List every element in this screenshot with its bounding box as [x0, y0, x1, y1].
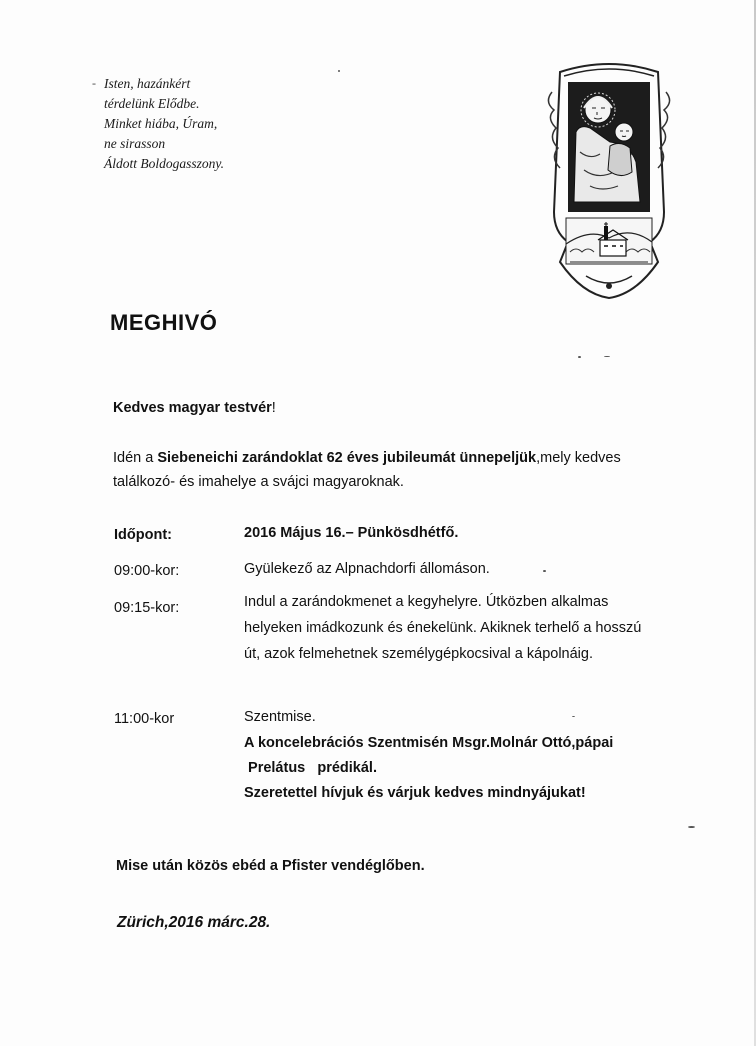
schedule-text: Szentmise.: [244, 709, 316, 725]
schedule-text: Gyülekező az Alpnachdorfi állomáson.: [244, 561, 490, 577]
poem-line: Áldott Boldogasszony.: [104, 156, 225, 171]
poem-dash: -: [92, 76, 96, 90]
poem-line: térdelünk Elődbe.: [104, 96, 200, 111]
madonna-emblem-image: [540, 62, 678, 300]
poem-line: Isten, hazánkért: [104, 76, 191, 91]
mass-detail-line: Prelátus prédikál.: [244, 760, 377, 776]
poem-line: ne sirasson: [104, 136, 166, 151]
idopont-value: 2016 Május 16.– Pünkösdhétfő.: [244, 525, 459, 541]
mass-detail-line: Szeretettel hívjuk és várjuk kedves mindnyájukat!: [244, 785, 586, 801]
idopont-label: Időpont:: [114, 527, 172, 543]
scan-speck: [338, 70, 340, 72]
intro-part2: ,mely kedves találkozó- és imahelye a svájci magyaroknak.: [113, 450, 621, 490]
closing-note: Mise után közös ebéd a Pfister vendéglőben.: [116, 858, 425, 874]
intro-part1: Idén a: [113, 450, 158, 466]
scan-speck: [578, 356, 581, 358]
poem-line: Minket hiába, Úram,: [104, 116, 218, 131]
scan-speck: [604, 356, 610, 357]
scan-speck: [572, 716, 575, 717]
mass-detail-line: A koncelebrációs Szentmisén Msgr.Molnár Ottó,pápai: [244, 735, 614, 751]
scan-speck: [688, 826, 695, 828]
greeting: [113, 400, 276, 416]
page-title: MEGHIVÓ: [110, 310, 218, 335]
intro-bold: Siebeneichi zarándoklat 62 éves jubileumát ünnepeljük: [157, 450, 537, 466]
poem-verse: [104, 74, 224, 174]
schedule-time: 11:00-kor: [114, 711, 175, 727]
greeting-text: Kedves magyar testvér: [113, 400, 272, 416]
schedule-text: Indul a zarándokmenet a kegyhelyre. Útközben alkalmas helyeken imádkozunk és énekelünk. Akiknek terhelő a hosszú út, azok felmehetnek személygépkocsival a kápolnáig.: [244, 594, 642, 662]
schedule-time: 09:00-kor:: [114, 563, 180, 579]
intro-paragraph: [113, 446, 633, 494]
greeting-exclamation: !: [271, 400, 276, 416]
date-line: Zürich,2016 márc.28.: [117, 914, 271, 931]
schedule-time: 09:15-kor:: [114, 600, 180, 616]
scan-speck: [543, 570, 546, 572]
